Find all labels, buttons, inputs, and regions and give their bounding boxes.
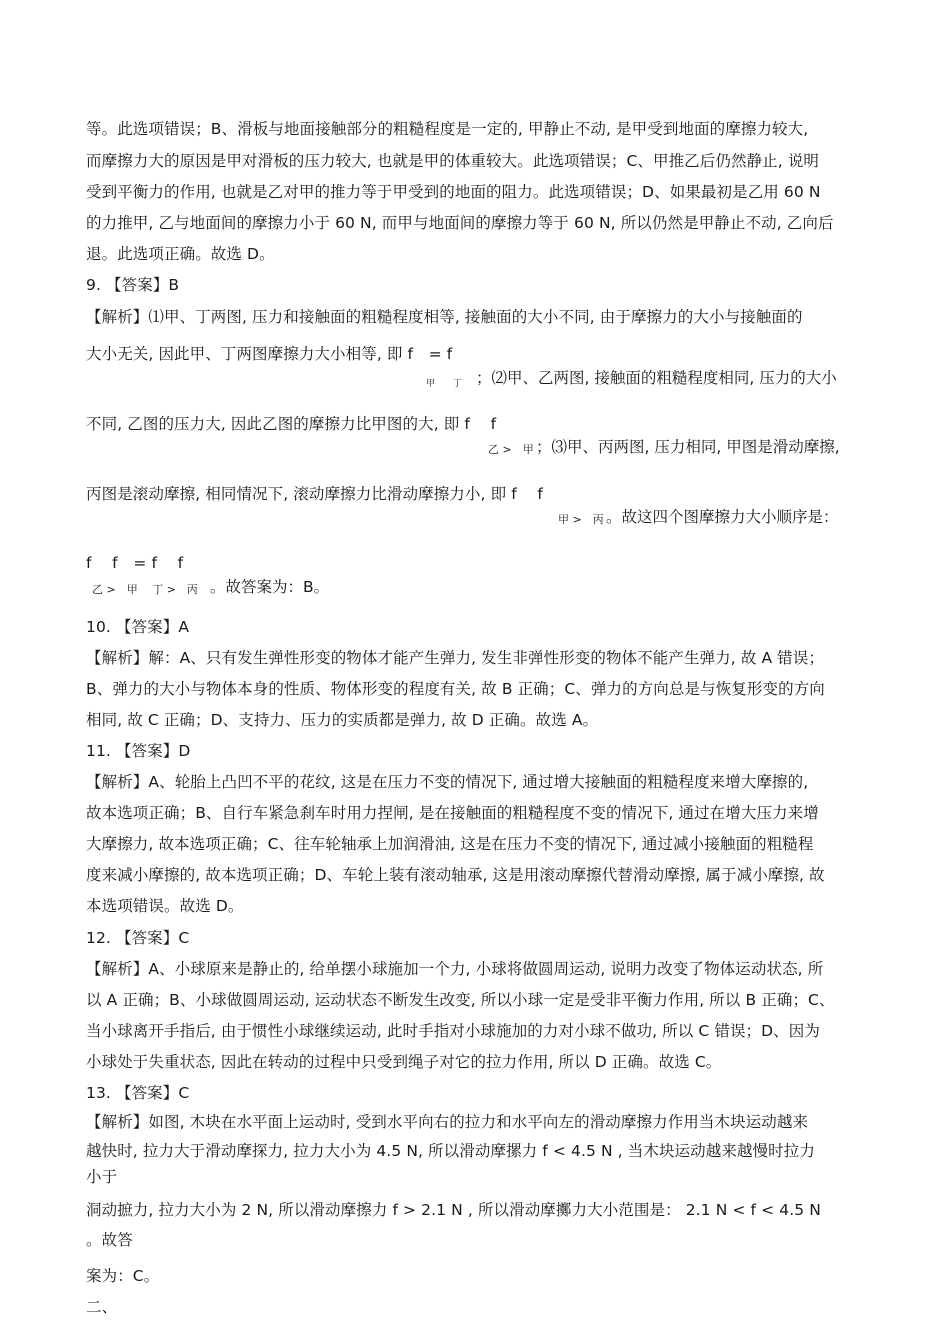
text-line: 【解析】如图, 木块在水平面上运动时, 受到水平向右的拉力和水平向左的滑动摩擦力作用当木块运动越来 xyxy=(86,1113,809,1131)
text-line: 大小无关, 因此甲、丁两图摩擦力大小相等, 即 f = f xyxy=(86,345,453,363)
text-line: 【解析】⑴甲、丁两图, 压力和接触面的粗糙程度相等, 接触面的大小不同, 由于摩擦力的大小与接触面的 xyxy=(86,308,803,326)
text-line: 受到平衡力的作用, 也就是乙对甲的推力等于甲受到的地面的阻力。此选项错误；D、如果最初是乙用 60 N xyxy=(86,183,821,201)
text-line: B、弹力的大小与物体本身的性质、物体形变的程度有关, 故 B 正确；C、弹力的方向总是与恢复形变的方向 xyxy=(86,680,825,698)
answer-11-heading: 11. 【答案】D xyxy=(86,742,191,760)
text-line: ；⑶甲、丙两图, 压力相同, 甲图是滑动摩擦, xyxy=(536,438,840,456)
text-line: 小球处于失重状态, 因此在转动的过程中只受到绳子对它的拉力作用, 所以 D 正确。故选 C。 xyxy=(86,1053,722,1071)
text-line: 案为：C。 xyxy=(86,1267,160,1285)
text-line: 不同, 乙图的压力大, 因此乙图的摩擦力比甲图的大, 即 f f xyxy=(86,415,497,433)
section-heading: 二、 xyxy=(86,1298,118,1316)
text-line: 本选项错误。故选 D。 xyxy=(86,897,244,915)
text-line: 。故答案为：B。 xyxy=(210,578,330,596)
text-line: 小于 xyxy=(86,1168,118,1186)
text-line: 。故答 xyxy=(86,1231,133,1249)
text-line: ；⑵甲、乙两图, 接触面的粗糙程度相同, 压力的大小 xyxy=(476,369,837,387)
text-line: 。故这四个图摩擦力大小顺序是： xyxy=(606,508,839,526)
text-line: 越快时, 拉力大于滑动摩探力, 拉力大小为 4.5 N, 所以滑动摩摞力 f < 4.5 N , 当木块运动越来越慢时拉力 xyxy=(86,1142,815,1160)
text-line: 相同, 故 C 正确；D、支持力、压力的实质都是弹力, 故 D 正确。故选 A。 xyxy=(86,711,599,729)
subscript: 甲 丁 xyxy=(426,379,463,389)
text-line: 【解析】解：A、只有发生弹性形变的物体才能产生弹力, 发生非弹性形变的物体不能产生弹力, 故 A 错误； xyxy=(86,649,824,667)
text-line: 当小球离开手指后, 由于惯性小球继续运动, 此时手指对小球施加的力对小球不做功, 所以 C 错误；D、因为 xyxy=(86,1022,820,1040)
text-line: f f = f f xyxy=(86,554,184,572)
text-line: 而摩擦力大的原因是甲对滑板的压力较大, 也就是甲的体重较大。此选项错误；C、甲推乙后仍然静止, 说明 xyxy=(86,152,820,170)
text-line: 等。此选项错误；B、滑板与地面接触部分的粗糙程度是一定的, 甲静止不动, 是甲受到地面的摩擦力较大, xyxy=(86,120,809,138)
subscript: 乙 > 甲 xyxy=(488,443,534,456)
text-line: 大摩擦力, 故本选项正确；C、往车轮轴承上加润滑油, 这是在压力不变的情况下, 通过减小接触面的粗糙程 xyxy=(86,835,814,853)
answer-9-heading: 9. 【答案】B xyxy=(86,276,180,294)
answer-10-heading: 10. 【答案】A xyxy=(86,618,190,636)
text-line: 故本选项正确；B、自行车紧急刹车时用力捏闸, 是在接触面的粗糙程度不变的情况下, 通过在增大压力来增 xyxy=(86,804,819,822)
text-line: 退。此选项正确。故选 D。 xyxy=(86,245,275,263)
text-line: 的力推甲, 乙与地面间的摩擦力小于 60 N, 而甲与地面间的摩擦力等于 60 N, 所以仍然是甲静止不动, 乙向后 xyxy=(86,214,834,232)
answer-13-heading: 13. 【答案】C xyxy=(86,1084,190,1102)
text-line: 以 A 正确；B、小球做圆周运动, 运动状态不断发生改变, 所以小球一定是受非平衡力作用, 所以 B 正确；C、 xyxy=(86,991,835,1009)
text-line: 【解析】A、轮胎上凸凹不平的花纹, 这是在压力不变的情况下, 通过增大接触面的粗糙程度来增大摩擦的, xyxy=(86,773,809,791)
subscript: 乙 > 甲 丁 > 丙 xyxy=(92,583,198,596)
answer-12-heading: 12. 【答案】C xyxy=(86,929,190,947)
text-line: 【解析】A、小球原来是静止的, 给单摆小球施加一个力, 小球将做圆周运动, 说明力改变了物体运动状态, 所 xyxy=(86,960,824,978)
subscript: 甲 > 丙 xyxy=(558,513,604,526)
text-line: 丙图是滚动摩擦, 相同情况下, 滚动摩擦力比滑动摩擦力小, 即 f f xyxy=(86,485,543,503)
text-line: 度来减小摩擦的, 故本选项正确；D、车轮上装有滚动轴承, 这是用滚动摩擦代替滑动摩擦, 属于减小摩擦, 故 xyxy=(86,866,825,884)
text-line: 洞动摭力, 拉力大小为 2 N, 所以滑动摩擦力 f > 2.1 N , 所以滑动摩擲力大小范围是： 2.1 N < f < 4.5 N xyxy=(86,1201,821,1219)
